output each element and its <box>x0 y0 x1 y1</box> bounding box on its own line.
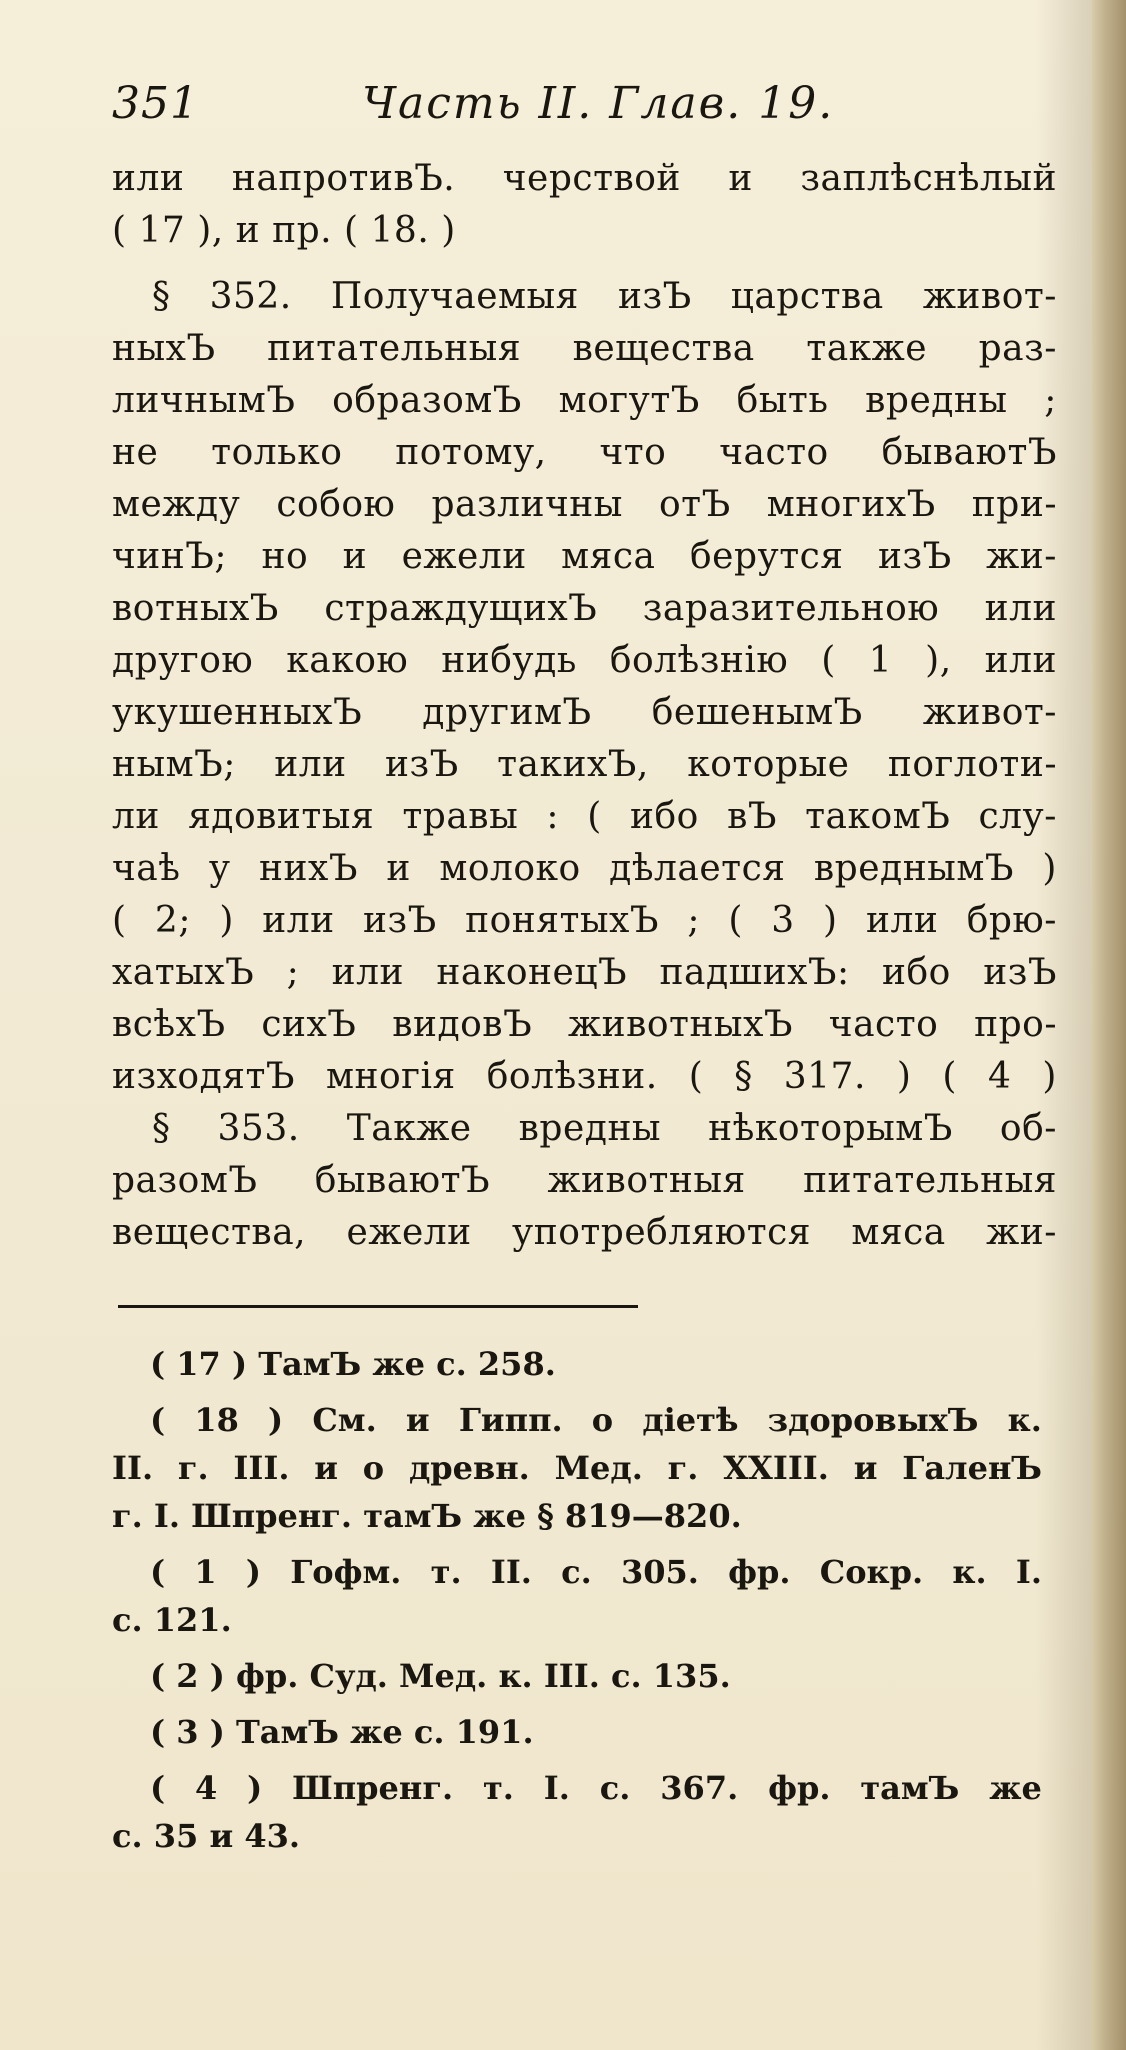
word: вотныхЪ <box>112 588 279 629</box>
word: могутЪ <box>558 380 700 421</box>
word: про- <box>974 1004 1057 1045</box>
text-line <box>112 848 1057 900</box>
word: ежели <box>401 536 527 577</box>
word: ( <box>728 900 743 941</box>
text-line <box>112 796 1057 848</box>
word: Шпренг. <box>292 1769 454 1807</box>
word: ли <box>112 796 160 837</box>
word: к. <box>952 1553 987 1591</box>
word: животныхЪ <box>567 1004 793 1045</box>
word: ) <box>247 1769 263 1807</box>
word: которые <box>687 744 850 785</box>
word: же <box>989 1769 1042 1807</box>
word: § <box>734 1056 753 1097</box>
word: жи- <box>986 1212 1057 1253</box>
word: и <box>342 536 368 577</box>
word: § <box>152 276 171 317</box>
footnote-line: г. I. Шпренг. тамЪ же § 819—820. <box>112 1497 742 1535</box>
word: что <box>599 432 667 473</box>
word: травы <box>402 796 519 837</box>
word: живот- <box>922 276 1057 317</box>
word: 305. <box>620 1553 699 1591</box>
word: 1 <box>194 1553 217 1591</box>
word: II. <box>490 1553 532 1591</box>
footnote-line: ( 17 ) ТамЪ же с. 258. <box>150 1345 556 1383</box>
word: г. <box>177 1449 209 1487</box>
word: 4 <box>987 1056 1012 1097</box>
word: не <box>112 432 159 473</box>
word: вещества <box>572 328 755 369</box>
word: всѣхЪ <box>112 1004 226 1045</box>
word: питательныя <box>803 1160 1057 1201</box>
footnote-line: ( 3 ) ТамЪ же с. 191. <box>150 1713 534 1751</box>
text-line: ( 17 ), и пр. ( 18. ) <box>112 210 456 251</box>
word: слу- <box>978 796 1057 837</box>
word: болѣзнію <box>609 640 789 681</box>
word: ) <box>219 900 234 941</box>
word: 352. <box>209 276 292 317</box>
word: ) <box>823 900 838 941</box>
word: ядовитыя <box>188 796 375 837</box>
word: жи- <box>986 536 1057 577</box>
word: мяса <box>561 536 656 577</box>
word: ныхЪ <box>112 328 216 369</box>
text-line <box>112 484 1057 536</box>
word: и <box>853 1449 878 1487</box>
text-line <box>112 432 1057 484</box>
word: какою <box>286 640 409 681</box>
word: но <box>261 536 309 577</box>
word: образомЪ <box>332 380 522 421</box>
word: ибо <box>630 796 699 837</box>
word: у <box>208 848 231 889</box>
word: нымЪ; <box>112 744 236 785</box>
word: ГаленЪ <box>902 1449 1042 1487</box>
word: : <box>546 796 560 837</box>
word: хатыхЪ <box>112 952 255 993</box>
word: чинЪ; <box>112 536 228 577</box>
word: также <box>806 328 928 369</box>
text-line <box>112 276 1057 328</box>
text-line <box>112 692 1057 744</box>
word: или <box>984 640 1057 681</box>
word: изЪ <box>617 276 692 317</box>
word: Гипп. <box>458 1401 563 1439</box>
word: такомЪ <box>805 796 951 837</box>
word: Также <box>346 1108 472 1149</box>
footnote-line <box>112 1449 1042 1497</box>
word: фр. <box>768 1769 831 1807</box>
text-line <box>112 1004 1057 1056</box>
word: ; <box>687 900 700 941</box>
word: многія <box>325 1056 456 1097</box>
word: питательныя <box>267 328 522 369</box>
word: или <box>112 158 185 199</box>
word: или <box>274 744 347 785</box>
word: об- <box>999 1108 1057 1149</box>
word: отЪ <box>659 484 731 525</box>
word: к. <box>1007 1401 1042 1439</box>
word: нибудь <box>441 640 577 681</box>
word: многихЪ <box>766 484 936 525</box>
word: нихЪ <box>259 848 358 889</box>
word: или <box>331 952 405 993</box>
word: т. <box>482 1769 514 1807</box>
word: 1 <box>868 640 893 681</box>
word: личнымЪ <box>112 380 296 421</box>
word: I. <box>543 1769 570 1807</box>
word: ( <box>112 900 127 941</box>
word: с. <box>561 1553 592 1591</box>
word: потому, <box>395 432 547 473</box>
word: бываютЪ <box>881 432 1057 473</box>
word: дѣлается <box>609 848 786 889</box>
word: напротивЪ. <box>231 158 456 199</box>
word: или <box>262 900 335 941</box>
word: понятыхЪ <box>465 900 659 941</box>
word: укушенныхЪ <box>112 692 363 733</box>
word: мяса <box>851 1212 946 1253</box>
word: ( <box>587 796 602 837</box>
word: чаѣ <box>112 848 181 889</box>
word: брю- <box>966 900 1057 941</box>
word: 4 <box>195 1769 218 1807</box>
word: древн. <box>408 1449 530 1487</box>
word: поглоти- <box>887 744 1057 785</box>
word: раз- <box>978 328 1057 369</box>
word: изЪ <box>983 952 1057 993</box>
text-line <box>112 1108 1057 1160</box>
footnote-line <box>112 1401 1042 1449</box>
footnote-line: ( 2 ) фр. Суд. Мед. к. III. с. 135. <box>150 1657 731 1695</box>
word: ежели <box>346 1212 472 1253</box>
word: падшихЪ: <box>659 952 850 993</box>
word: ) <box>896 1056 912 1097</box>
word: ) <box>268 1401 284 1439</box>
word: страждущихЪ <box>324 588 598 629</box>
word: черствой <box>502 158 681 199</box>
word: III. <box>233 1449 290 1487</box>
word: ( <box>150 1401 166 1439</box>
word: заплѣснѣлый <box>800 158 1057 199</box>
word: между <box>112 484 241 525</box>
word: См. <box>312 1401 377 1439</box>
text-line <box>112 158 1057 210</box>
text-line <box>112 1212 1057 1264</box>
word: и <box>386 848 411 889</box>
word: т. <box>430 1553 462 1591</box>
text-line <box>112 1056 1057 1108</box>
word: ) <box>1042 1056 1057 1097</box>
word: другимЪ <box>422 692 592 733</box>
word: ( <box>150 1769 166 1807</box>
word: и <box>405 1401 430 1439</box>
word: царства <box>730 276 884 317</box>
page-number: 351 <box>112 78 199 129</box>
word: вЪ <box>727 796 777 837</box>
word: 353. <box>217 1108 300 1149</box>
word: Гофм. <box>290 1553 402 1591</box>
word: о <box>362 1449 385 1487</box>
word: ; <box>286 952 300 993</box>
word: 317. <box>783 1056 866 1097</box>
word: употребляются <box>512 1212 812 1253</box>
text-line <box>112 640 1057 692</box>
word: нѣкоторымЪ <box>708 1108 953 1149</box>
word: тамЪ <box>860 1769 960 1807</box>
word: часто <box>828 1004 939 1045</box>
word: такихЪ, <box>497 744 649 785</box>
text-line <box>112 588 1057 640</box>
word: ; <box>1044 380 1057 421</box>
word: ( <box>150 1553 166 1591</box>
word: с. <box>599 1769 631 1807</box>
word: изходятЪ <box>112 1056 295 1097</box>
word: вредны <box>518 1108 662 1149</box>
word: вещества, <box>112 1212 307 1253</box>
word: 3 <box>771 900 795 941</box>
page-edge-shadow <box>1092 0 1126 2050</box>
word: собою <box>276 484 396 525</box>
word: вредны <box>865 380 1008 421</box>
footnotes <box>112 1345 1042 1865</box>
word: Сокр. <box>819 1553 924 1591</box>
word: ибо <box>882 952 951 993</box>
word: часто <box>719 432 829 473</box>
word: болѣзни. <box>486 1056 658 1097</box>
word: или <box>865 900 939 941</box>
word: различны <box>431 484 623 525</box>
word: Мед. <box>554 1449 643 1487</box>
word: наконецЪ <box>436 952 628 993</box>
text-line <box>112 900 1057 952</box>
word: и <box>314 1449 338 1487</box>
word: ( <box>821 640 836 681</box>
word: изЪ <box>363 900 437 941</box>
word: быть <box>736 380 829 421</box>
word: живот- <box>922 692 1057 733</box>
word: только <box>211 432 343 473</box>
running-title: Часть II. Глав. 19. <box>362 78 835 129</box>
footnote-line: с. 121. <box>112 1601 232 1639</box>
word: о <box>591 1401 614 1439</box>
word: г. <box>667 1449 699 1487</box>
text-line <box>112 380 1057 432</box>
word: II. <box>112 1449 154 1487</box>
word: другою <box>112 640 254 681</box>
word: берутся <box>689 536 844 577</box>
text-line <box>112 744 1057 796</box>
word: разомЪ <box>112 1160 258 1201</box>
text-line <box>112 1160 1057 1212</box>
word: 18 <box>194 1401 239 1439</box>
word: ) <box>1042 848 1057 889</box>
word: ) <box>245 1553 261 1591</box>
word: 2; <box>154 900 191 941</box>
word: при- <box>971 484 1057 525</box>
word: животныя <box>547 1160 746 1201</box>
word: здоровыхЪ <box>767 1401 979 1439</box>
footnote-line <box>112 1769 1042 1817</box>
word: видовЪ <box>392 1004 533 1045</box>
word: 367. <box>660 1769 739 1807</box>
page-header <box>112 78 1062 138</box>
word: изЪ <box>385 744 459 785</box>
word: молоко <box>439 848 581 889</box>
word: I. <box>1015 1553 1042 1591</box>
word: изЪ <box>877 536 952 577</box>
main-text <box>112 158 1057 1264</box>
word: и <box>728 158 753 199</box>
word: бываютЪ <box>314 1160 491 1201</box>
word: § <box>152 1108 171 1149</box>
word: вреднымЪ <box>813 848 1014 889</box>
word: фр. <box>728 1553 791 1591</box>
footnote-divider <box>118 1305 638 1308</box>
word: XXIII. <box>723 1449 829 1487</box>
word: ( <box>688 1056 704 1097</box>
footnote-line <box>112 1553 1042 1601</box>
text-line <box>112 952 1057 1004</box>
word: заразительною <box>642 588 940 629</box>
word: Получаемыя <box>330 276 579 317</box>
word: ( <box>942 1056 957 1097</box>
word: сихЪ <box>261 1004 357 1045</box>
word: или <box>984 588 1057 629</box>
footnote-line: с. 35 и 43. <box>112 1817 300 1855</box>
text-line <box>112 536 1057 588</box>
text-line <box>112 328 1057 380</box>
word: діетѣ <box>642 1401 739 1439</box>
word: ), <box>925 640 952 681</box>
word: бешенымЪ <box>651 692 863 733</box>
